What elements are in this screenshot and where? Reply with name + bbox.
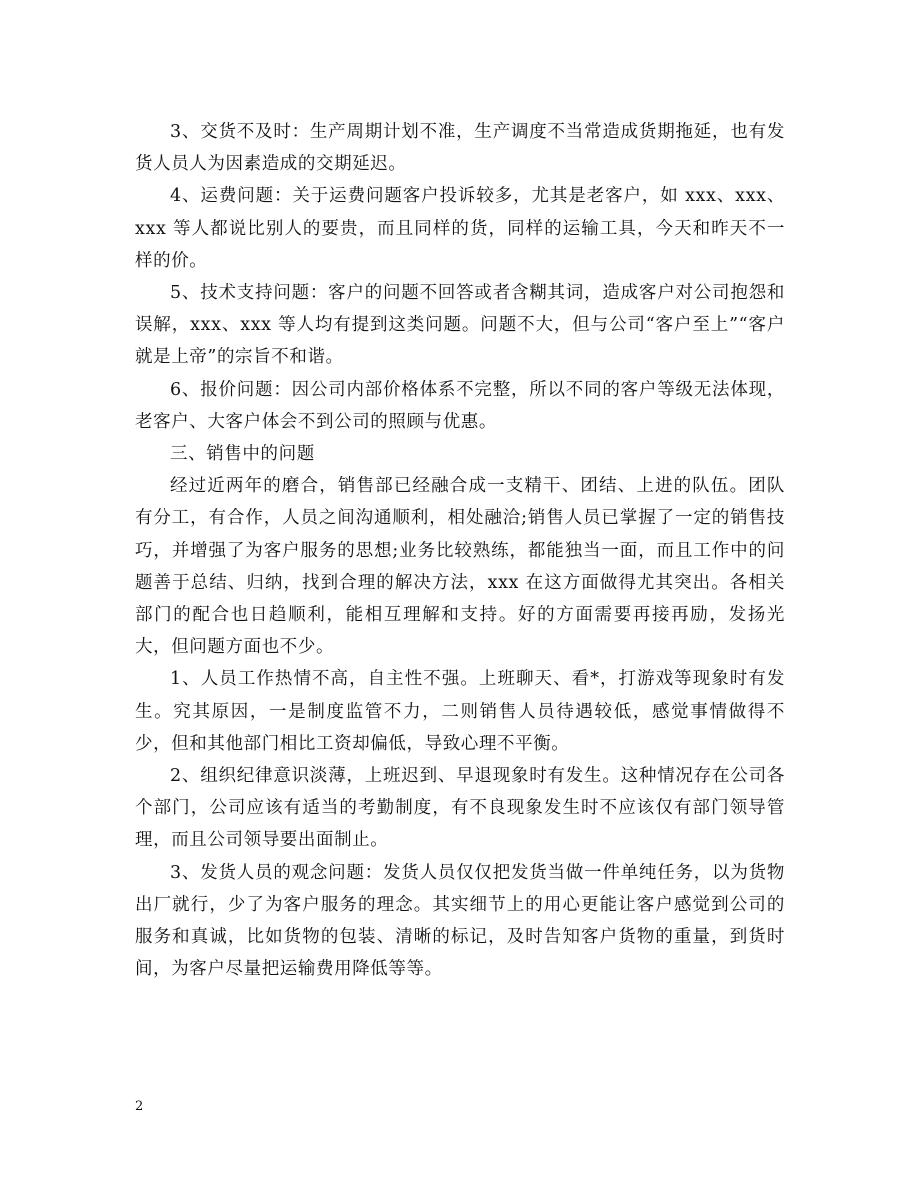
paragraph-team-overview: 经过近两年的磨合，销售部已经融合成一支精干、团结、上进的队伍。团队有分工，有合作，人员之间沟通顺利，相处融洽;销售人员已掌握了一定的销售技巧，并增强了为客户服务的思想;业务比较熟练，都能独当一面，而且工作中的问题善于总结、归纳，找到合理的解决方法，xxx 在这方面做得尤其突出。各相关部门的配合也日趋顺利，能相互理解和支持。好的方面需要再接再励，发扬光大，但问题方面也不少。 — [135, 476, 785, 658]
document-body — [135, 116, 785, 985]
paragraph-freight-issue: 4、运费问题：关于运费问题客户投诉较多，尤其是老客户，如 xxx、xxx、xxx 等人都说比别人的要贵，而且同样的货，同样的运输工具，今天和昨天不一样的价。 — [135, 186, 785, 271]
section-heading-sales-problems: 三、销售中的问题 — [170, 444, 315, 465]
paragraph-tech-support-issue: 5、技术支持问题：客户的问题不回答或者含糊其词，造成客户对公司抱怨和误解，xxx、xxx 等人均有提到这类问题。问题不大，但与公司“客户至上”“客户就是上帝”的宗旨不和谐。 — [135, 283, 785, 368]
paragraph-shipping-mindset: 3、发货人员的观念问题：发货人员仅仅把发货当做一件单纯任务，以为货物出厂就行，少了为客户服务的理念。其实细节上的用心更能让客户感觉到公司的服务和真诚，比如货物的包装、清晰的标记，及时告知客户货物的重量，到货时间，为客户尽量把运输费用降低等等。 — [135, 862, 785, 980]
paragraph-quotation-issue: 6、报价问题：因公司内部价格体系不完整，所以不同的客户等级无法体现，老客户、大客户体会不到公司的照顾与优惠。 — [135, 379, 785, 432]
paragraph-low-enthusiasm: 1、人员工作热情不高，自主性不强。上班聊天、看*，打游戏等现象时有发生。究其原因，一是制度监管不力，二则销售人员待遇较低，感觉事情做得不少，但和其他部门相比工资却偏低，导致心理不平衡。 — [135, 669, 785, 754]
paragraph-discipline: 2、组织纪律意识淡薄，上班迟到、早退现象时有发生。这种情况存在公司各个部门，公司应该有适当的考勤制度，有不良现象发生时不应该仅有部门领导管理，而且公司领导要出面制止。 — [135, 766, 785, 851]
page-number: 2 — [135, 1099, 144, 1114]
paragraph-delivery-delay: 3、交货不及时：生产周期计划不准，生产调度不当常造成货期拖延，也有发货人员人为因素造成的交期延迟。 — [135, 122, 785, 175]
